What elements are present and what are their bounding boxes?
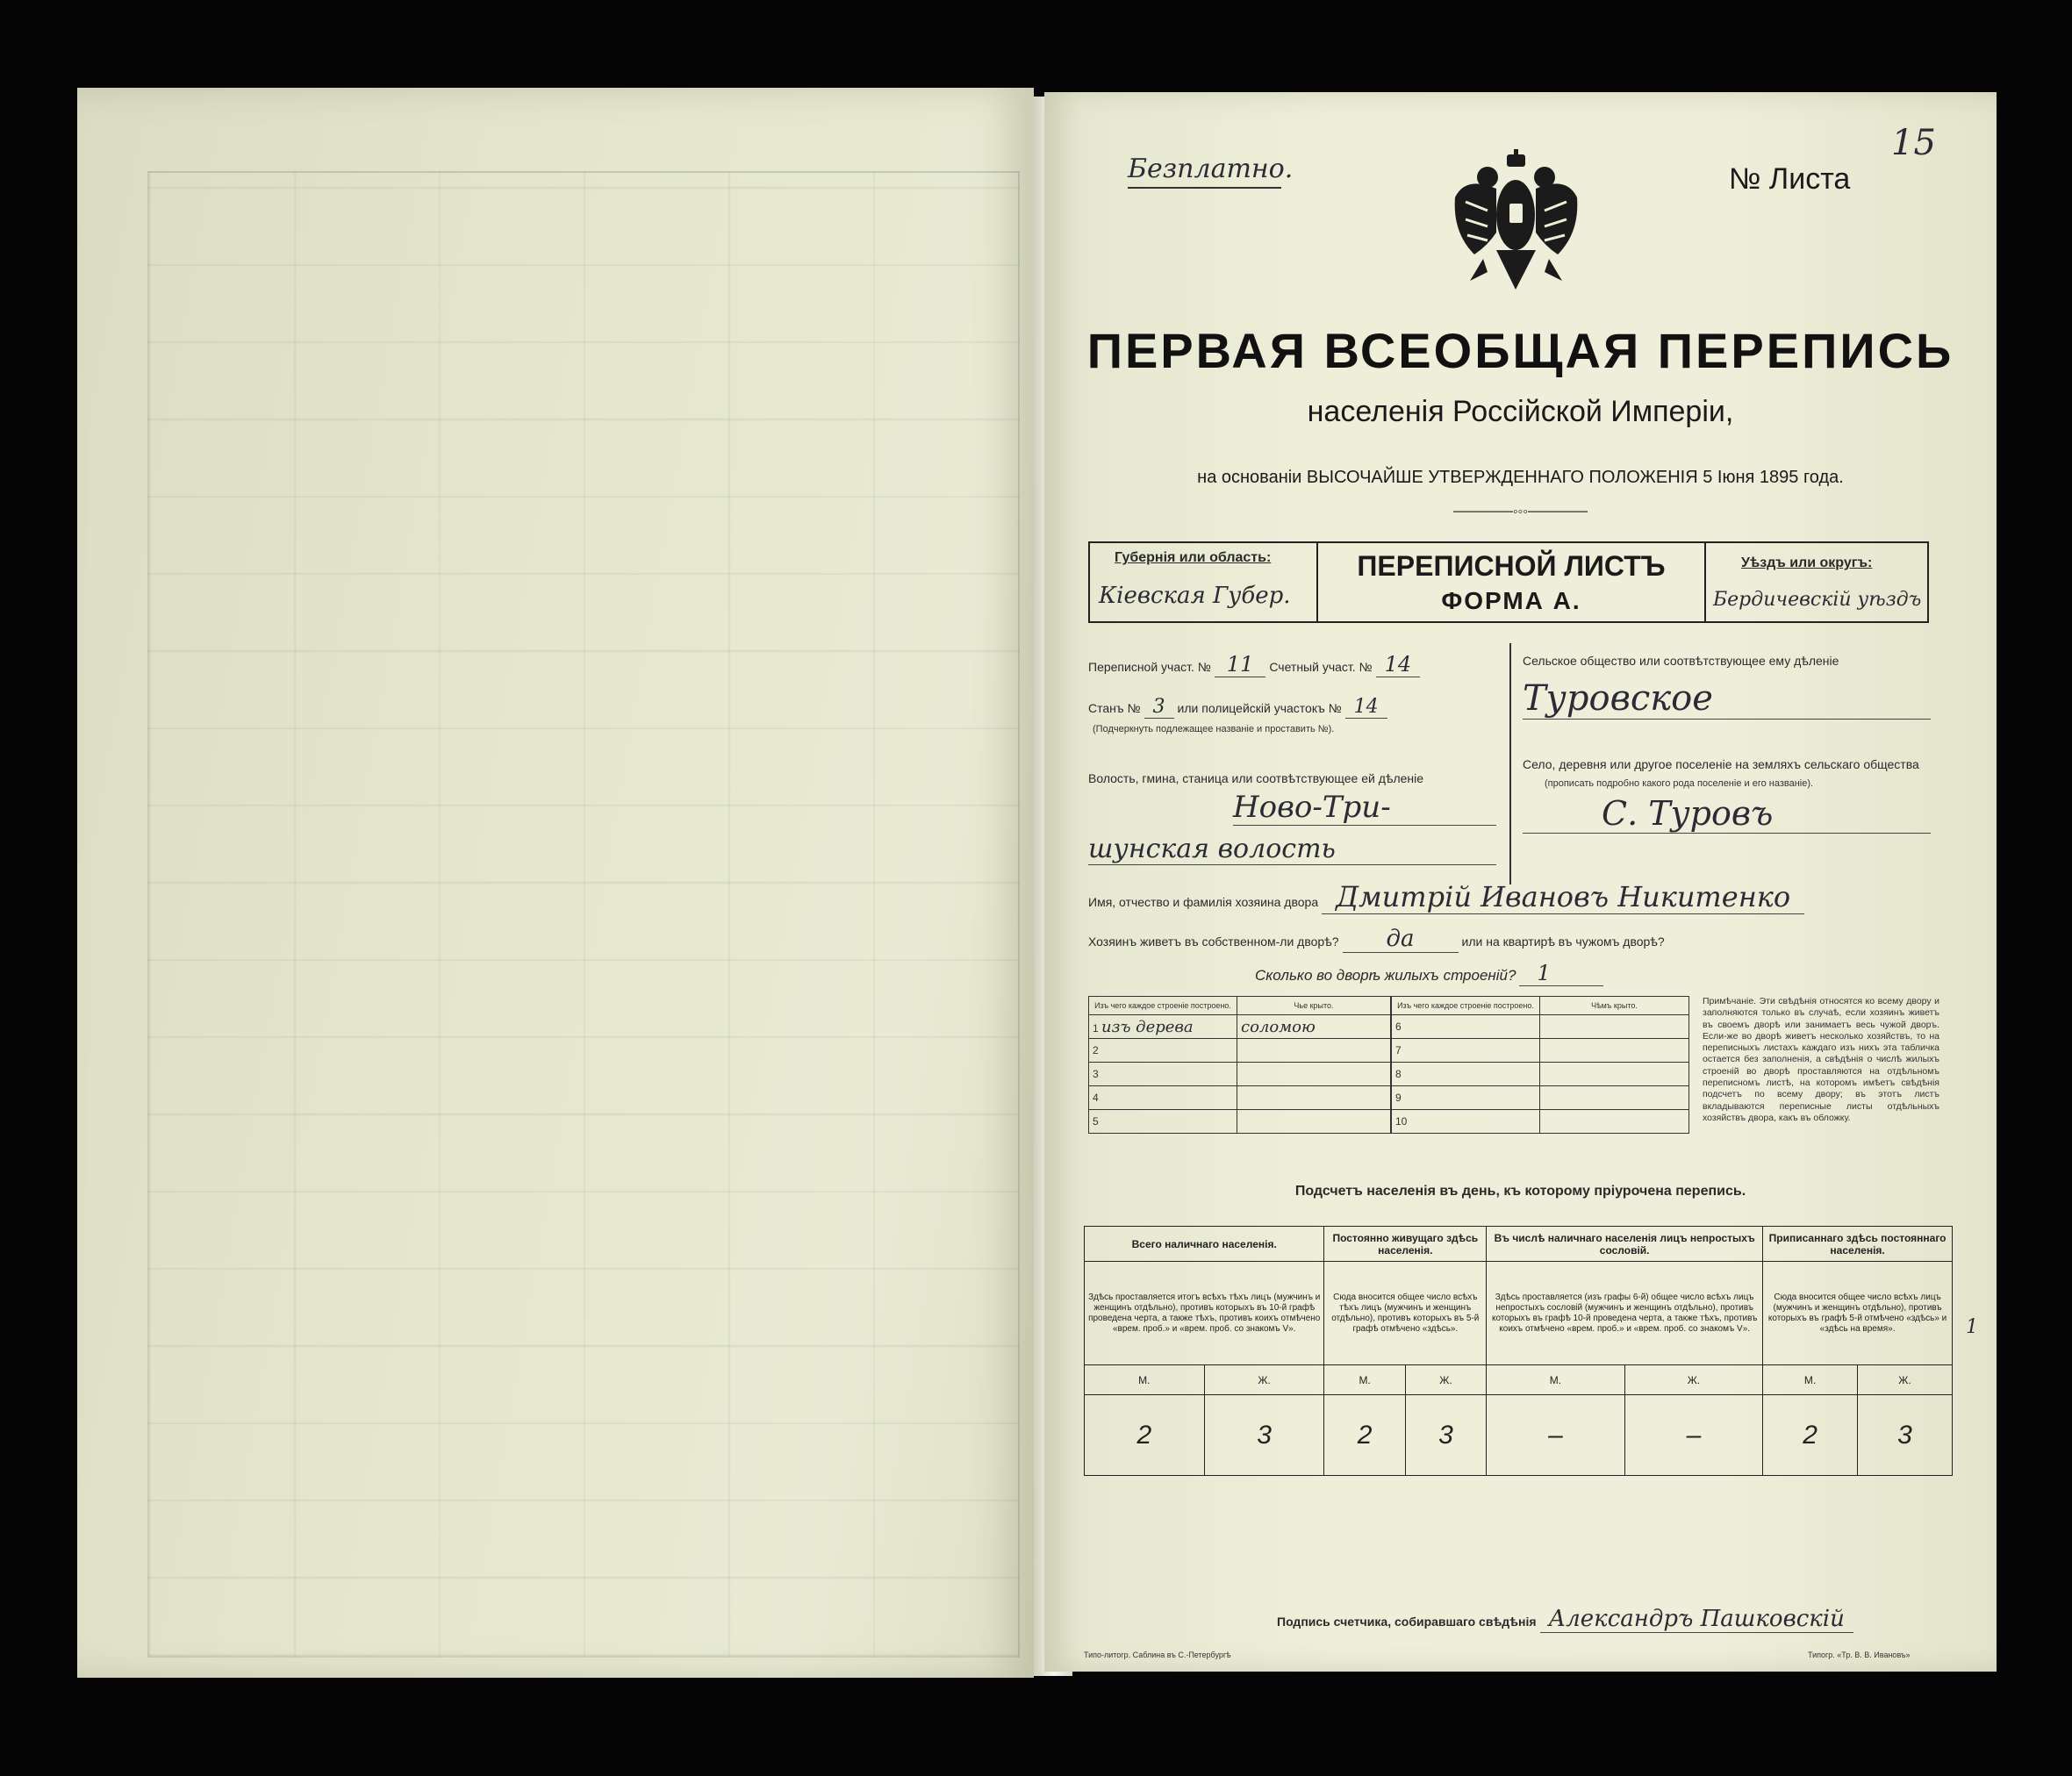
- table-row: [1392, 1063, 1689, 1086]
- table-row: [1392, 1110, 1689, 1134]
- buildings-header-roof: Чье крыто.: [1237, 997, 1391, 1015]
- uezd-label: Уѣздъ или округъ:: [1741, 555, 1873, 570]
- sheet-number-label: № Листа: [1729, 162, 1851, 196]
- summary-value: –: [1487, 1395, 1624, 1476]
- table-row: [1089, 1110, 1391, 1134]
- population-summary-table: [1084, 1226, 1953, 1476]
- printer-left: Типо-литогр. Саблина въ С.-Петербургѣ: [1084, 1651, 1231, 1659]
- signature-value: Александръ Пашковскій: [1540, 1606, 1853, 1633]
- signature-label: Подпись счетчика, собиравшаго свѣдѣнія: [1277, 1615, 1537, 1629]
- census-basis: на основаніи ВЫСОЧАЙШЕ УТВЕРЖДЕННАГО ПОЛОЖЕНІЯ 5 Іюня 1895 года.: [1197, 468, 1844, 487]
- buildings-label: Сколько во дворѣ жилыхъ строеній?: [1255, 967, 1516, 984]
- row-number: 4: [1093, 1092, 1099, 1104]
- summary-value: 2: [1324, 1395, 1405, 1476]
- sex-label: М.: [1324, 1365, 1405, 1395]
- stan-label: Станъ №: [1088, 701, 1141, 715]
- form-title-box: [1318, 541, 1704, 623]
- owner-row: [1088, 880, 1966, 913]
- table-row: [1089, 1063, 1391, 1086]
- lives-value: да: [1343, 926, 1459, 953]
- village-label: Село, деревня или другое поселеніе на земляхъ сельскаго общества: [1523, 757, 1919, 771]
- uezd-box: [1704, 541, 1929, 623]
- summary-value: 3: [1204, 1395, 1324, 1476]
- column-divider: [1509, 643, 1511, 884]
- buildings-table-left: [1088, 996, 1391, 1134]
- form-title: ПЕРЕПИСНОЙ ЛИСТЪ: [1357, 550, 1666, 582]
- form-letter: ФОРМА А.: [1441, 587, 1581, 614]
- sex-label: Ж.: [1204, 1365, 1324, 1395]
- row-number: 6: [1395, 1020, 1402, 1033]
- owner-value: Дмитрій Ивановъ Никитенко: [1322, 880, 1804, 914]
- summary-desc-1: Здѣсь проставляется итогъ всѣхъ тѣхъ лицъ (мужчинъ и женщинъ отдѣльно), противъ которыхъ въ 10-й графѣ проведена черта, а также тѣхъ, противъ коихъ отмѣчено «врем. проб.» и «врем. проб. со знакомъ V».: [1085, 1262, 1324, 1365]
- summary-value: –: [1624, 1395, 1763, 1476]
- census-district-label: Переписной участ. №: [1088, 660, 1211, 674]
- buildings-header-material: Изъ чего каждое строеніе построено.: [1392, 997, 1540, 1015]
- summary-header-1: Всего наличнаго населенія.: [1085, 1227, 1324, 1262]
- underline-hint: (Подчеркнуть подлежащее названіе и проставить №).: [1093, 724, 1335, 734]
- table-row: [1089, 1039, 1391, 1063]
- society-label: Сельское общество или соотвѣтствующее ему дѣленіе: [1523, 654, 1839, 668]
- left-page-blank-reverse: [77, 88, 1034, 1678]
- summary-value: 2: [1763, 1395, 1858, 1476]
- buildings-row: [1255, 961, 1869, 985]
- lives-alt-label: или на квартирѣ въ чужомъ дворѣ?: [1461, 935, 1665, 949]
- table-row: [1392, 1039, 1689, 1063]
- show-through-grid: [147, 171, 1020, 1658]
- building-roof: соломою: [1241, 1017, 1316, 1036]
- signature-row: [1277, 1606, 1979, 1632]
- owner-label: Имя, отчество и фамилія хозяина двора: [1088, 895, 1319, 909]
- society-value: Туровское: [1523, 678, 1931, 720]
- printer-right: Типогр. «Тр. В. В. Ивановъ»: [1808, 1651, 1911, 1659]
- guberniya-box: [1088, 541, 1318, 623]
- summary-value: 3: [1858, 1395, 1953, 1476]
- count-district-value: 14: [1376, 652, 1421, 677]
- buildings-table-right: [1391, 996, 1689, 1134]
- summary-desc-4: Сюда вносится общее число всѣхъ лицъ (мужчинъ и женщинъ отдѣльно), противъ которыхъ въ графѣ 5-й отмѣчено «здѣсь» и «здѣсь на время».: [1763, 1262, 1953, 1365]
- double-headed-eagle-crest-icon: [1448, 149, 1584, 294]
- table-row: [1089, 1015, 1391, 1039]
- building-material: изъ дерева: [1101, 1017, 1194, 1036]
- lives-row: [1088, 926, 1966, 952]
- summary-value: 2: [1085, 1395, 1205, 1476]
- census-form-page: [1044, 92, 1997, 1672]
- row-number: 9: [1395, 1092, 1402, 1104]
- table-row: [1089, 1086, 1391, 1110]
- summary-value: 3: [1405, 1395, 1486, 1476]
- census-subtitle: населенія Россійской Имперіи,: [1307, 395, 1734, 428]
- summary-desc-3: Здѣсь проставляется (изъ графы 6-й) общее число всѣхъ лицъ непростыхъ сословій (мужчинъ и женщинъ отдѣльно), противъ которыхъ въ графѣ 10-й проведена черта, а также тѣхъ, противъ коихъ отмѣчено «врем. проб.» и «врем. проб. со знакомъ V».: [1487, 1262, 1763, 1365]
- row-number: 1: [1093, 1021, 1099, 1035]
- census-district-value: 11: [1215, 652, 1266, 677]
- summary-header-2: Постоянно живущаго здѣсь населенія.: [1324, 1227, 1487, 1262]
- buildings-value: 1: [1519, 961, 1602, 986]
- guberniya-label: Губернія или область:: [1115, 550, 1272, 565]
- row-number: 8: [1395, 1068, 1402, 1080]
- summary-desc-2: Сюда вносится общее число всѣхъ тѣхъ лицъ (мужчинъ и женщинъ отдѣльно), противъ которыхъ въ 5-й графѣ отмѣчено «здѣсь».: [1324, 1262, 1487, 1365]
- free-label: Безплатно.: [1128, 154, 1294, 184]
- row-number: 5: [1093, 1115, 1099, 1128]
- table-row: [1392, 1015, 1689, 1039]
- count-district-label: Счетный участ. №: [1269, 660, 1373, 674]
- ornament-divider: ──────◦◦◦──────: [1452, 505, 1588, 519]
- buildings-note: Примѣчаніе. Эти свѣдѣнія относятся ко всему двору и заполняются только въ случаѣ, если хозяинъ живетъ въ своемъ дворѣ или занимаетъ весь чужой дворъ. Если-же во дворѣ живетъ несколько хозяйствъ, то на переписныхъ листахъ каждаго изъ нихъ эта табличка остается без заполненія, а свѣдѣнія о числѣ жилыхъ строеній во дворѣ проставляются на отдѣльномъ переписномъ листѣ, на которомъ имѣетъ свѣдѣнія подсчетъ по всему двору; въ этотъ листъ вкладываются переписные листы отдѣльныхъ хозяйствъ двора, какъ въ обложку.: [1703, 996, 1939, 1123]
- village-value: С. Туровъ: [1523, 794, 1931, 834]
- buildings-header-material: Изъ чего каждое строеніе построено.: [1089, 997, 1237, 1015]
- buildings-header-roof: Чѣмъ крыто.: [1540, 997, 1689, 1015]
- lives-label: Хозяинъ живетъ въ собственном-ли дворѣ?: [1088, 935, 1339, 949]
- district-row: [1088, 652, 1496, 677]
- summary-header-4: Приписаннаго здѣсь постояннаго населенія.: [1763, 1227, 1953, 1262]
- sex-label: М.: [1487, 1365, 1624, 1395]
- summary-header-3: Въ числѣ наличнаго населенія лицъ непростыхъ сословій.: [1487, 1227, 1763, 1262]
- sex-label: М.: [1085, 1365, 1205, 1395]
- police-label: или полицейскій участокъ №: [1177, 701, 1342, 715]
- row-number: 7: [1395, 1044, 1402, 1056]
- volost-label: Волость, гмина, станица или соотвѣтствующее ей дѣленіе: [1088, 771, 1424, 785]
- volost-value-2: шунская волость: [1088, 834, 1496, 865]
- census-title: ПЕРВАЯ ВСЕОБЩАЯ ПЕРЕПИСЬ: [1086, 323, 1954, 378]
- summary-title: Подсчетъ населенія въ день, къ которому пріурочена перепись.: [1294, 1184, 1746, 1199]
- volost-value-1: Ново-Три-: [1233, 790, 1496, 826]
- guberniya-value: Кіевская Губер.: [1099, 583, 1291, 609]
- margin-mark: 1: [1966, 1316, 1978, 1338]
- row-number: 2: [1093, 1044, 1099, 1056]
- free-label-underline: [1128, 187, 1281, 189]
- police-value: 14: [1345, 696, 1387, 719]
- stan-value: 3: [1144, 696, 1174, 719]
- sheet-number-value: 15: [1891, 123, 1936, 163]
- sex-label: Ж.: [1858, 1365, 1953, 1395]
- sex-label: Ж.: [1624, 1365, 1763, 1395]
- row-number: 10: [1395, 1115, 1408, 1128]
- stan-row: [1088, 696, 1496, 718]
- sex-label: Ж.: [1405, 1365, 1486, 1395]
- uezd-value: Бердичевскій уѣздъ: [1713, 589, 1922, 611]
- row-number: 3: [1093, 1068, 1099, 1080]
- sex-label: М.: [1763, 1365, 1858, 1395]
- table-row: [1392, 1086, 1689, 1110]
- village-hint: (прописать подробно какого рода поселеніе и его названіе).: [1545, 778, 1814, 789]
